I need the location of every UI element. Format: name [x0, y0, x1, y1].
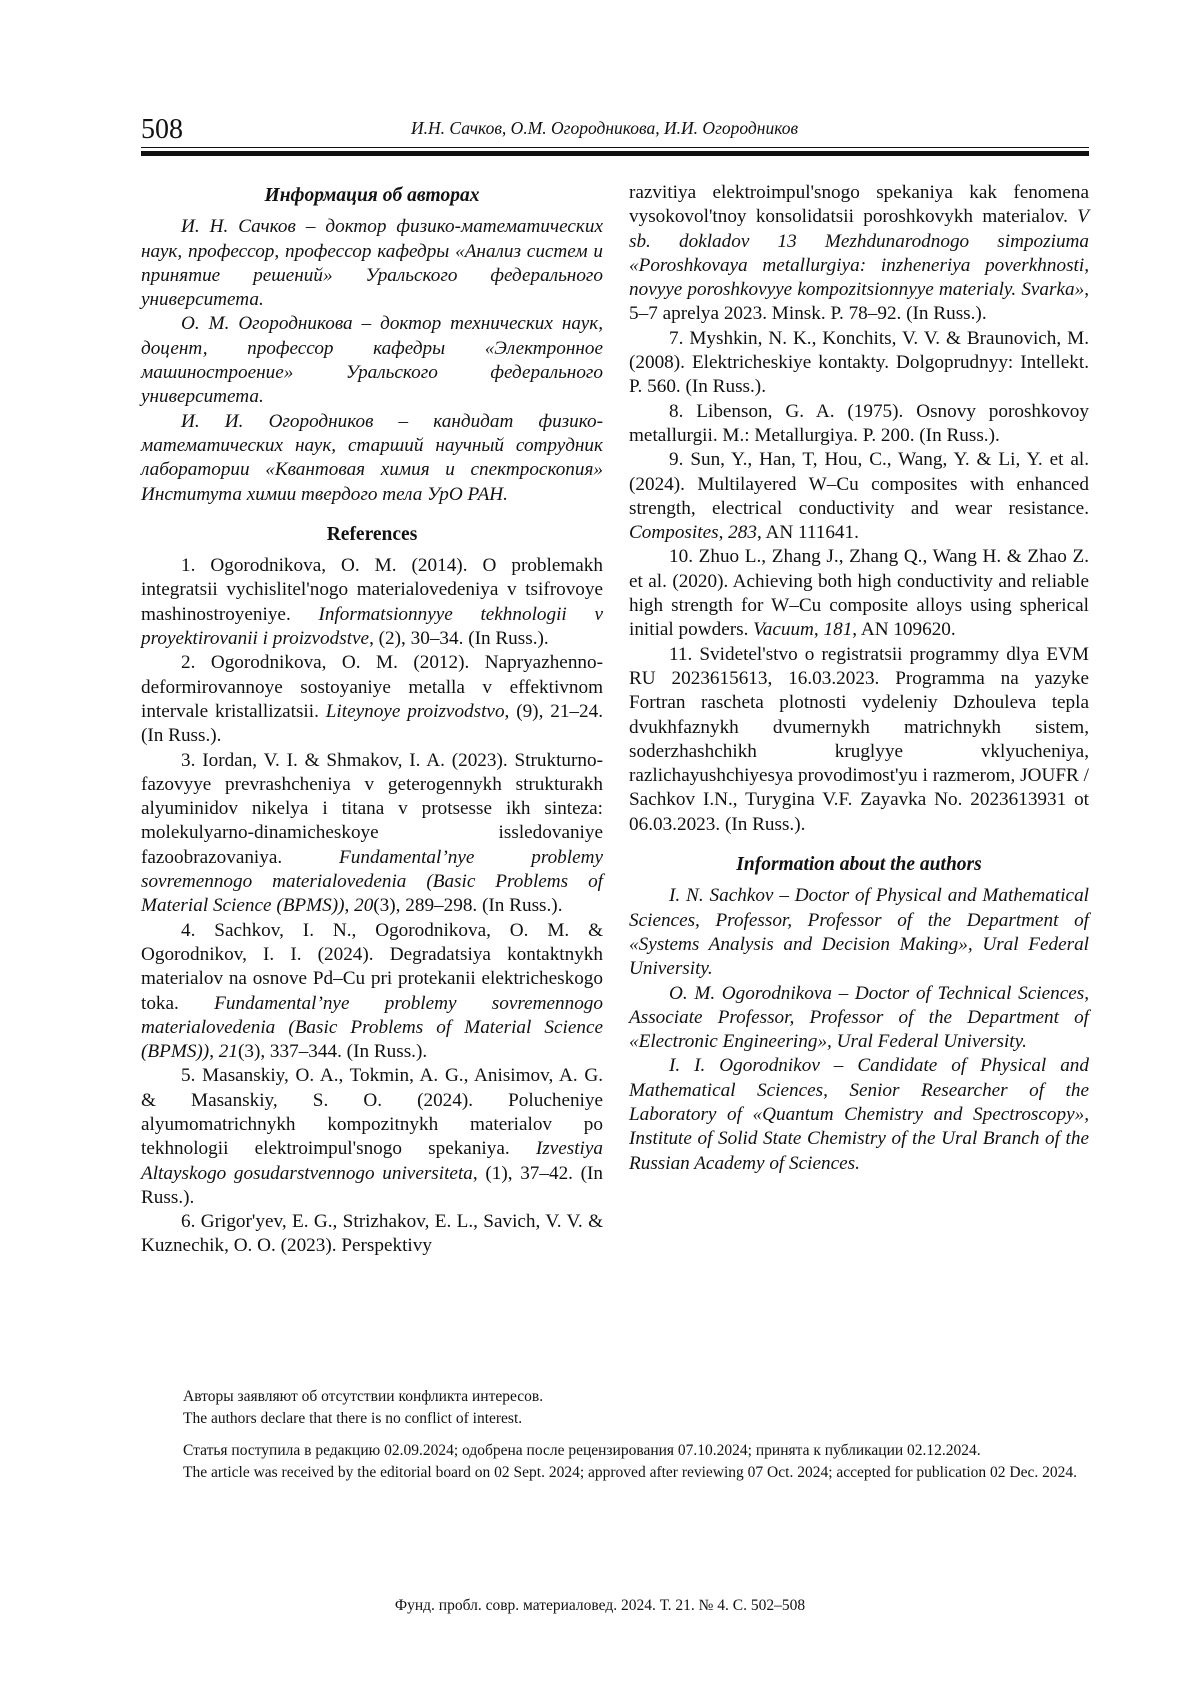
- en-author-sachkov: I. N. Sachkov – Doctor of Physical and Mathematical Sciences, Professor, Professor of the Department of «Systems Analysis and Decision Making», Ural Federal University.: [629, 885, 1089, 980]
- reference-1: 1. Ogorodnikova, O. M. (2014). O problemakh integratsii vychislitel'nogo materialovedeniya v tsifrovoye mashinostroyeniye. Informatsionnyye tekhnologii v proyektirovanii i proizvodstve, (2), 30–34. (In Russ.).: [141, 555, 603, 650]
- en-author-ogorodnikov: I. I. Ogorodnikov – Candidate of Physical and Mathematical Sciences, Senior Researcher of the Laboratory of «Quantum Chemistry and Spectroscopy», Institute of Solid State Chemistry of the Ural Branch of the Russian Academy of Sciences.: [629, 1055, 1089, 1174]
- left-column: [141, 184, 603, 1259]
- reference-9: 9. Sun, Y., Han, T, Hou, C., Wang, Y. & Li, Y. et al. (2024). Multilayered W–Cu composites with enhanced strength, electrical conductivity and wear resistance. Composites, 283, AN 111641.: [629, 449, 1089, 544]
- page-header: [141, 108, 1089, 148]
- reference-6-start: 6. Grigor'yev, E. G., Strizhakov, E. L., Savich, V. V. & Kuznechik, O. O. (2023). Perspektivy: [141, 1211, 603, 1257]
- reference-11: 11. Svidetel'stvo o registratsii programmy dlya EVM RU 2023615613, 16.03.2023. Programma na yazyke Fortran rascheta plotnosti vydeleniy Dzhouleva tepla dvukhfaznykh dvumernykh matrichnykh sistem, soderzhashchikh kruglyye vklyucheniya, razlichayushchiyesya provodimost'yu i razmerom, JOUFR / Sachkov I.N., Turygina V.F. Zayavka No. 2023613931 ot 06.03.2023. (In Russ.).: [629, 643, 1089, 835]
- en-authors-heading: Information about the authors: [736, 854, 982, 876]
- reference-4: 4. Sachkov, I. N., Ogorodnikova, O. M. & Ogorodnikov, I. I. (2024). Degradatsiya kontaktnykh materialov na osnove Pd–Cu pri protekanii elektricheskogo toka. Fundamental’nye problemy sovremennogo materialovedenia (Basic Problems of Material Science (BPMS)), 21(3), 337–344. (In Russ.).: [141, 919, 603, 1063]
- page-number: 508: [141, 114, 183, 145]
- reference-7: 7. Myshkin, N. K., Konchits, V. V. & Braunovich, M. (2008). Elektricheskiye kontakty. Dolgoprudnyy: Intellekt. P. 560. (In Russ.).: [629, 327, 1089, 398]
- reference-8: 8. Libenson, G. A. (1975). Osnovy poroshkovoy metallurgii. M.: Metallurgiya. P. 200. (In Russ.).: [629, 400, 1089, 446]
- reference-6-continued: razvitiya elektroimpul'snogo spekaniya kak fenomena vysokovol'tnoy konsolidatsii poroshkovykh materialov. V sb. dokladov 13 Mezhdunarodnogo simpoziuma «Poroshkovaya metallurgiya: inzheneriya poverkhnosti, novyye poroshkovyye kompozitsionnyye materialy. Svarka», 5–7 aprelya 2023. Minsk. P. 78–92. (In Russ.).: [629, 182, 1089, 325]
- conflict-statement-en: The authors declare that there is no conflict of interest.: [183, 1410, 523, 1427]
- references-heading: References: [326, 523, 418, 545]
- article-notes: [141, 1386, 1089, 1484]
- reference-2: 2. Ogorodnikova, O. M. (2012). Napryazhenno-deformirovannoye sostoyaniye metalla v effektivnom intervale kristallizatsii. Liteynoye proizvodstvo, (9), 21–24. (In Russ.).: [141, 652, 603, 747]
- ru-authors-heading: Информация об авторах: [264, 185, 480, 206]
- ru-author-sachkov: И. Н. Сачков – доктор физико-математических наук, профессор, профессор кафедры «Анализ систем и принятие решений» Уральского федерального университета.: [141, 216, 603, 311]
- ru-author-ogorodnikov: И. И. Огородников – кандидат физико-математических наук, старший научный сотрудник лаборатории «Квантовая химия и спектроскопия» Института химии твердого тела УрО РАН.: [141, 410, 603, 505]
- header-rule-thin: [141, 147, 1089, 148]
- en-author-ogorodnikova: O. M. Ogorodnikova – Doctor of Technical Sciences, Associate Professor, Professor of the Department of «Electronic Engineering», Ural Federal University.: [629, 982, 1089, 1053]
- article-dates-ru: Статья поступила в редакцию 02.09.2024; одобрена после рецензирования 07.10.2024; принята к публикации 02.12.2024.: [183, 1442, 981, 1459]
- article-dates-en: The article was received by the editorial board on 02 Sept. 2024; approved after reviewing 07 Oct. 2024; accepted for publication 02 Dec. 2024.: [183, 1464, 1077, 1481]
- running-head: И.Н. Сачков, О.М. Огородникова, И.И. Огородников: [411, 118, 799, 138]
- references-list: [141, 554, 603, 1259]
- journal-citation-footer: Фунд. пробл. совр. материаловед. 2024. Т. 21. № 4. С. 502–508: [394, 1597, 806, 1614]
- right-column: [629, 181, 1089, 1176]
- reference-3: 3. Iordan, V. I. & Shmakov, I. A. (2023). Strukturno-fazovyye prevrashcheniya v geterogennykh strukturakh alyuminidov nikelya i titana v protsesse ikh sinteza: molekulyarno-dinamicheskoye issledovaniye fazoobrazovaniya. Fundamental’nye problemy sovremennogo materialovedenia (Basic Problems of Material Science (BPMS)), 20(3), 289–298. (In Russ.).: [141, 749, 603, 917]
- en-authors-section: [629, 853, 1089, 1176]
- header-rule-thick: [141, 151, 1089, 156]
- conflict-statement-ru: Авторы заявляют об отсутствии конфликта интересов.: [183, 1388, 544, 1405]
- ru-authors-section: [141, 184, 603, 507]
- reference-5: 5. Masanskiy, O. A., Tokmin, A. G., Anisimov, A. G. & Masanskiy, S. O. (2024). Polucheniye alyumomatrichnykh kompozitnykh materialov po tekhnologii elektroimpul'snogo spekaniya. Izvestiya Altayskogo gosudarstvennogo universiteta, (1), 37–42. (In Russ.).: [141, 1065, 603, 1208]
- ru-author-ogorodnikova: О. М. Огородникова – доктор технических наук, доцент, профессор кафедры «Электронное машиностроение» Уральского федерального университета.: [141, 313, 603, 408]
- reference-10: 10. Zhuo L., Zhang J., Zhang Q., Wang H. & Zhao Z. et al. (2020). Achieving both high conductivity and reliable high strength for W–Cu composite alloys using spherical initial powders. Vacuum, 181, AN 109620.: [629, 546, 1089, 641]
